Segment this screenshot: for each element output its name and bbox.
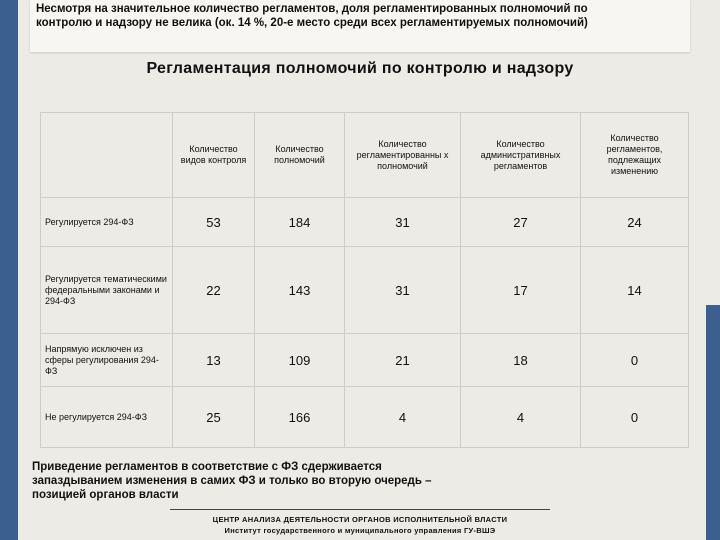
table-cell: 17 xyxy=(461,247,581,334)
table-cell: 31 xyxy=(345,198,461,247)
table-cell: 25 xyxy=(173,387,255,448)
institute-name: Институт государственного и муниципального управления ГУ-ВШЭ xyxy=(224,526,496,535)
table-cell: 24 xyxy=(581,198,689,247)
table-cell: 22 xyxy=(173,247,255,334)
table-cell: 14 xyxy=(581,247,689,334)
table-row xyxy=(41,334,689,387)
table-cell: 184 xyxy=(255,198,345,247)
row-label: Напрямую исключен из сферы регулирования 294-ФЗ xyxy=(41,334,173,387)
column-header: Количество видов контроля xyxy=(173,113,255,198)
header-text: Несмотря на значительное количество регламентов, доля регламентированных полномочий по контролю и надзору не велика (ок. 14 %, 20-е место среди всех регламентируемых полномочий) xyxy=(36,3,588,29)
table-cell: 13 xyxy=(173,334,255,387)
table-row xyxy=(41,198,689,247)
row-label: Не регулируется 294-ФЗ xyxy=(41,387,173,448)
table-corner-cell xyxy=(41,113,173,198)
table-row xyxy=(41,387,689,448)
row-label: Регулируется 294-ФЗ xyxy=(41,198,173,247)
column-header: Количество регламентов, подлежащих изменению xyxy=(581,113,689,198)
column-header: Количество регламентированны х полномочий xyxy=(345,113,461,198)
slide-title: Регламентация полномочий по контролю и надзору xyxy=(146,60,574,77)
table-cell: 4 xyxy=(345,387,461,448)
table-cell: 143 xyxy=(255,247,345,334)
footer-note: Приведение регламентов в соответствие с ФЗ сдерживается запаздыванием изменения в самих ФЗ и только во вторую очередь – позицией органов власти xyxy=(32,461,432,501)
footer-divider xyxy=(170,509,550,510)
column-header: Количество полномочий xyxy=(255,113,345,198)
table-cell: 18 xyxy=(461,334,581,387)
regulation-table xyxy=(40,112,689,448)
table-cell: 53 xyxy=(173,198,255,247)
table-header-row xyxy=(41,113,689,198)
table-cell: 109 xyxy=(255,334,345,387)
row-label: Регулируется тематическими федеральными законами и 294-ФЗ xyxy=(41,247,173,334)
table-cell: 166 xyxy=(255,387,345,448)
table-cell: 0 xyxy=(581,387,689,448)
table-cell: 27 xyxy=(461,198,581,247)
org-name: ЦЕНТР АНАЛИЗА ДЕЯТЕЛЬНОСТИ ОРГАНОВ ИСПОЛНИТЕЛЬНОЙ ВЛАСТИ xyxy=(212,515,508,524)
right-accent-bar xyxy=(706,305,720,540)
table-cell: 0 xyxy=(581,334,689,387)
left-accent-bar xyxy=(0,0,18,540)
column-header: Количество административных регламентов xyxy=(461,113,581,198)
table-cell: 4 xyxy=(461,387,581,448)
table-row xyxy=(41,247,689,334)
table-cell: 21 xyxy=(345,334,461,387)
table-cell: 31 xyxy=(345,247,461,334)
